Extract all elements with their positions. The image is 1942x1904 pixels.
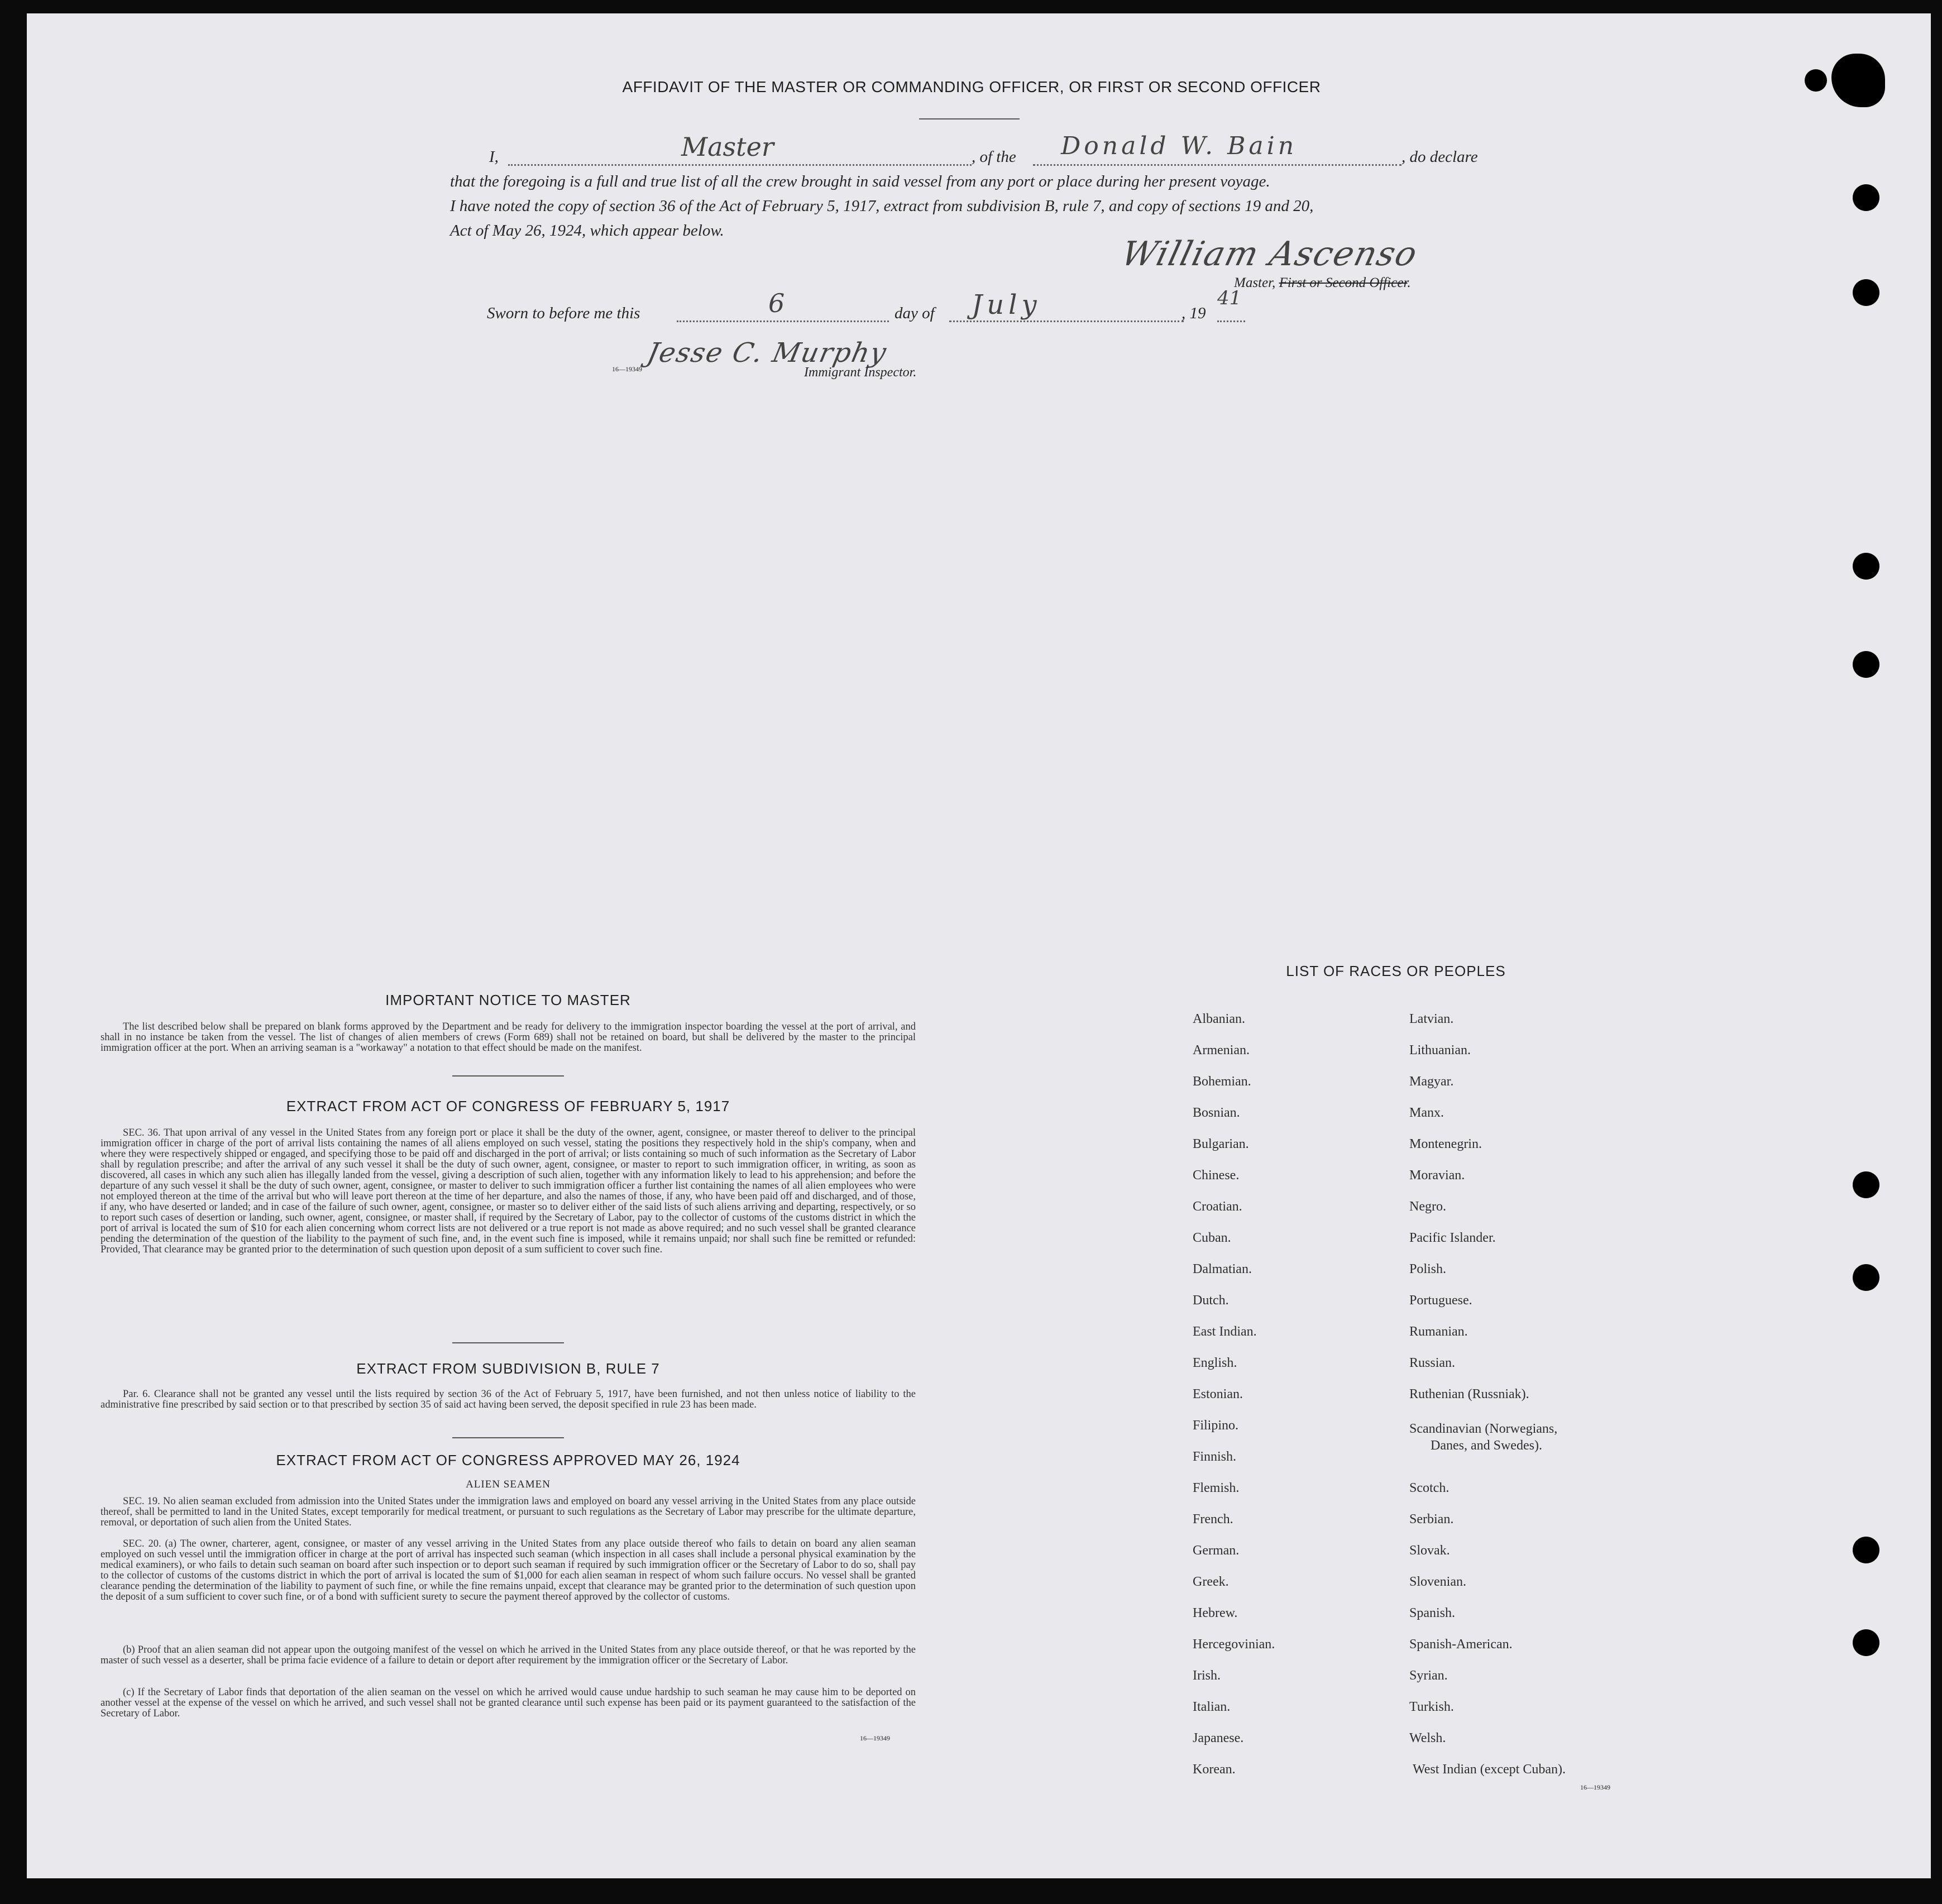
race-item: Negro. [1409,1199,1446,1214]
inspector-form-number: 16—19349 [612,365,642,373]
affidavit-line-2: that the foregoing is a full and true list of all the crew brought in said vessel from any port or place during her present voyage. [450,173,1270,190]
race-item: Cuban. [1193,1231,1231,1245]
race-item: Dalmatian. [1193,1262,1252,1276]
year-line [1217,320,1245,322]
punch-hole [1853,1537,1879,1563]
race-item: East Indian. [1193,1324,1257,1339]
race-item: Hebrew. [1193,1606,1238,1620]
affidavit-line-3: I have noted the copy of section 36 of the Act of February 5, 1917, extract from subdivision B, rule 7, and copy of sections 19 and 20, [450,197,1314,215]
do-declare-text: , do declare [1402,148,1478,166]
extract-rule7-title: EXTRACT FROM SUBDIVISION B, RULE 7 [356,1360,660,1377]
race-item: Ruthenian (Russniak). [1409,1387,1529,1401]
sworn-month: July [972,289,1041,320]
punch-hole [1853,1629,1879,1656]
race-item: Finnish. [1193,1449,1237,1464]
rank-line [508,164,972,166]
race-item: Pacific Islander. [1409,1231,1496,1245]
race-item: Scotch. [1409,1481,1450,1495]
signer-title [1234,270,1411,296]
race-item: Irish. [1193,1668,1221,1683]
divider [452,1342,564,1343]
race-item: Croatian. [1193,1199,1242,1214]
extract-1924-sec20c: (c) If the Secretary of Labor finds that deportation of the alien seaman on the vessel on which he arrived would cause undue hardship to such seaman he may cause him to be deported on another vessel at the expense of the vessel on which he arrived, and such vessel shall not be granted clearance until such expense has been paid or its payment guaranteed to the satisfaction of the Secretary of Labor. [101,1687,916,1719]
punch-hole [1853,651,1879,678]
extract-1924-title: EXTRACT FROM ACT OF CONGRESS APPROVED MAY 26, 1924 [276,1452,740,1468]
punch-hole [1805,69,1827,92]
race-item: Spanish. [1409,1606,1456,1620]
race-item: Italian. [1193,1700,1231,1714]
rank-handwritten: Master [681,132,774,162]
divider [452,1075,564,1077]
race-item: Rumanian. [1409,1324,1468,1339]
race-item: French. [1193,1512,1233,1527]
race-item: Latvian. [1409,1012,1454,1026]
of-the-text: , of the [972,148,1016,166]
extract-form-number: 16—19349 [860,1734,890,1742]
sworn-prefix: Sworn to before me this [487,304,640,322]
race-item-continuation: Danes, and Swedes). [1431,1438,1542,1453]
race-item: Japanese. [1193,1731,1244,1745]
race-item: West Indian (except Cuban). [1413,1762,1566,1777]
race-item: Turkish. [1409,1700,1454,1714]
affidavit-title: AFFIDAVIT OF THE MASTER OR COMMANDING OFFICER, OR FIRST OR SECOND OFFICER [622,78,1321,95]
year-prefix: , 19 [1182,304,1206,322]
race-item: Korean. [1193,1762,1236,1777]
race-item: Syrian. [1409,1668,1448,1683]
race-item: Scandinavian (Norwegians, [1409,1422,1558,1436]
divider [452,1437,564,1438]
day-of-text: day of [895,304,935,322]
extract-1924-sec20a: SEC. 20. (a) The owner, charterer, agent, consignee, or master of any vessel arriving in the United States from any place outside thereof who fails to detain on board any alien seaman employed on such vessel until the immigration officer in charge at the port of arrival has inspected such seaman (which inspection in all cases shall include a personal physical examination by the medical examiners), or who fails to detain such seaman on board after such inspection or to deport such seaman if required by such immigration officer or the Secretary of Labor to do so, shall pay to the collector of customs of the customs district in which the port of arrival is located the sum of $1,000 for each alien seaman in respect of whom such failure occurs. No vessel shall be granted clearance pending the determination of the liability to payment of such fine, or while the fine remains unpaid, except that clearance may be granted prior to the determination of such question upon the deposit of a sum sufficient to cover such fine, or of a bond with sufficient surety to secure the payment thereof approved by the collector of customs. [101,1538,916,1602]
declare-prefix: I, [489,148,499,166]
title-divider [919,118,1020,119]
punch-hole [1853,279,1879,306]
race-item: Manx. [1409,1106,1444,1120]
notice-title: IMPORTANT NOTICE TO MASTER [385,992,631,1008]
race-item: English. [1193,1356,1237,1370]
year-handwritten: 41 [1217,287,1242,309]
inspector-signature: Jesse C. Murphy [644,337,890,369]
race-item: Lithuanian. [1409,1043,1471,1058]
race-item: Greek. [1193,1575,1229,1589]
sworn-day: 6 [768,288,785,318]
inspector-title: Immigrant Inspector. [804,365,917,380]
affidavit-line-4: Act of May 26, 1924, which appear below. [450,222,724,240]
notice-body: The list described below shall be prepared on blank forms approved by the Department and be ready for delivery to the immigration inspector boarding the vessel at the port of arrival, and shall in no instance be taken from the vessel. The list of changes of alien members of crews (Form 689) shall not be retained on board, but shall be delivered by the master to the principal immigration officer at the port. When an arriving seaman is a "workaway" a notation to that effect should be made on the manifest. [101,1021,916,1054]
races-title: LIST OF RACES OR PEOPLES [1286,963,1506,979]
race-item: Armenian. [1193,1043,1250,1058]
extract-rule7-body: Par. 6. Clearance shall not be granted any vessel until the lists required by section 36 of the Act of February 5, 1917, have been furnished, and not then unless notice of liability to the administrative fine prescribed by said section or to that prescribed by section 35 of said act having been served, the deposit specified in rule 23 has been made. [101,1389,916,1410]
race-item: Spanish-American. [1409,1637,1513,1652]
race-item: Albanian. [1193,1012,1245,1026]
race-item: Polish. [1409,1262,1447,1276]
signer-title-struck: First or Second Officer [1279,275,1408,290]
race-item: Moravian. [1409,1168,1465,1183]
extract-1917-body: SEC. 36. That upon arrival of any vessel in the United States from any foreign port or place it shall be the duty of the owner, agent, consignee, or master thereof to deliver to the principal immigration officer in charge of the port of arrival lists containing the names of all aliens employed on such vessel, stating the positions they respectively hold in the ship's company, when and where they were respectively shipped or engaged, and specifying those to be paid off and discharged in the port of arrival; or lists containing so much of such information as the Secretary of Labor shall by regulation prescribe; and after the arrival of any such vessel it shall be the duty of such owner, agent, consignee, or master to report to such immigration officer, in writing, as soon as discovered, all cases in which any such alien has illegally landed from the vessel, giving a description of such alien, together with any information likely to lead to his apprehension; and before the departure of any such vessel it shall be the duty of such owner, agent, consignee, or master to deliver to such immigration officer a further list containing the names of all alien employees who were not employed thereon at the time of the arrival but who will leave port thereon at the time of her departure, and also the names of those, if any, who have been paid off and discharged, and of those, if any, who have deserted or landed; and in case of the failure of such owner, agent, consignee, or master so to deliver either of the said lists of such aliens arriving and departing, respectively, or so to report such cases of desertion or landing, such owner, agent, consignee, or master shall, if required by the Secretary of Labor, pay to the collector of customs of the customs district in which the port of arrival is located the sum of $10 for each alien concerning whom correct lists are not delivered or a true report is not made as above required; and no such vessel shall be granted clearance pending the determination of the question of the liability to the payment of such fine, and, in the event such fine is imposed, while it remains unpaid; nor shall such fine be remitted or refunded: Provided, That clearance may be granted prior to the determination of such question upon deposit of a sum sufficient to cover such fine. [101,1127,916,1255]
signer-title-master: Master, [1234,275,1276,290]
race-item: Bosnian. [1193,1106,1240,1120]
race-item: Hercegovinian. [1193,1637,1275,1652]
punch-hole [1853,1171,1879,1198]
extract-1924-sec19: SEC. 19. No alien seaman excluded from admission into the United States under the immigration laws and employed on board any vessel arriving in the United States from any place outside thereof, shall be permitted to land in the United States, except temporarily for medical treatment, or pursuant to such regulations as the Secretary of Labor may prescribe for the ultimate departure, removal, or deportation of such alien from the United States. [101,1496,916,1528]
race-item: Serbian. [1409,1512,1454,1527]
race-item: Russian. [1409,1356,1456,1370]
race-item: Welsh. [1409,1731,1446,1745]
race-item: Slovenian. [1409,1575,1466,1589]
race-item: Bohemian. [1193,1074,1251,1089]
punch-hole [1853,553,1879,580]
race-item: Filipino. [1193,1418,1239,1433]
race-item: Estonian. [1193,1387,1243,1401]
race-item: German. [1193,1543,1240,1558]
race-item: Flemish. [1193,1481,1240,1495]
punch-hole [1853,1264,1879,1291]
signer-title-end: . [1407,275,1411,290]
race-item: Slovak. [1409,1543,1450,1558]
race-item: Dutch. [1193,1293,1229,1308]
extract-1924-sec20b: (b) Proof that an alien seaman did not appear upon the outgoing manifest of the vessel on which he arrived in the United States from any place outside thereof, or that he was reported by the master of such vessel as a deserter, shall be prima facie evidence of a failure to detain or deport after requirement by the immigration officer or the Secretary of Labor. [101,1644,916,1666]
race-item: Bulgarian. [1193,1137,1249,1151]
master-signature: William Ascenso [1117,235,1422,274]
month-line [949,320,1184,322]
day-line [677,320,889,322]
extract-1917-title: EXTRACT FROM ACT OF CONGRESS OF FEBRUARY 5, 1917 [286,1098,730,1114]
punch-hole [1853,184,1879,211]
race-item: Portuguese. [1409,1293,1472,1308]
races-form-number: 16—19349 [1580,1783,1610,1791]
vessel-handwritten: Donald W. Bain [1061,132,1298,160]
vessel-line [1033,164,1402,166]
race-item: Montenegrin. [1409,1137,1482,1151]
race-item: Chinese. [1193,1168,1240,1183]
race-item: Magyar. [1409,1074,1454,1089]
alien-seamen-subtitle: ALIEN SEAMEN [466,1479,551,1490]
